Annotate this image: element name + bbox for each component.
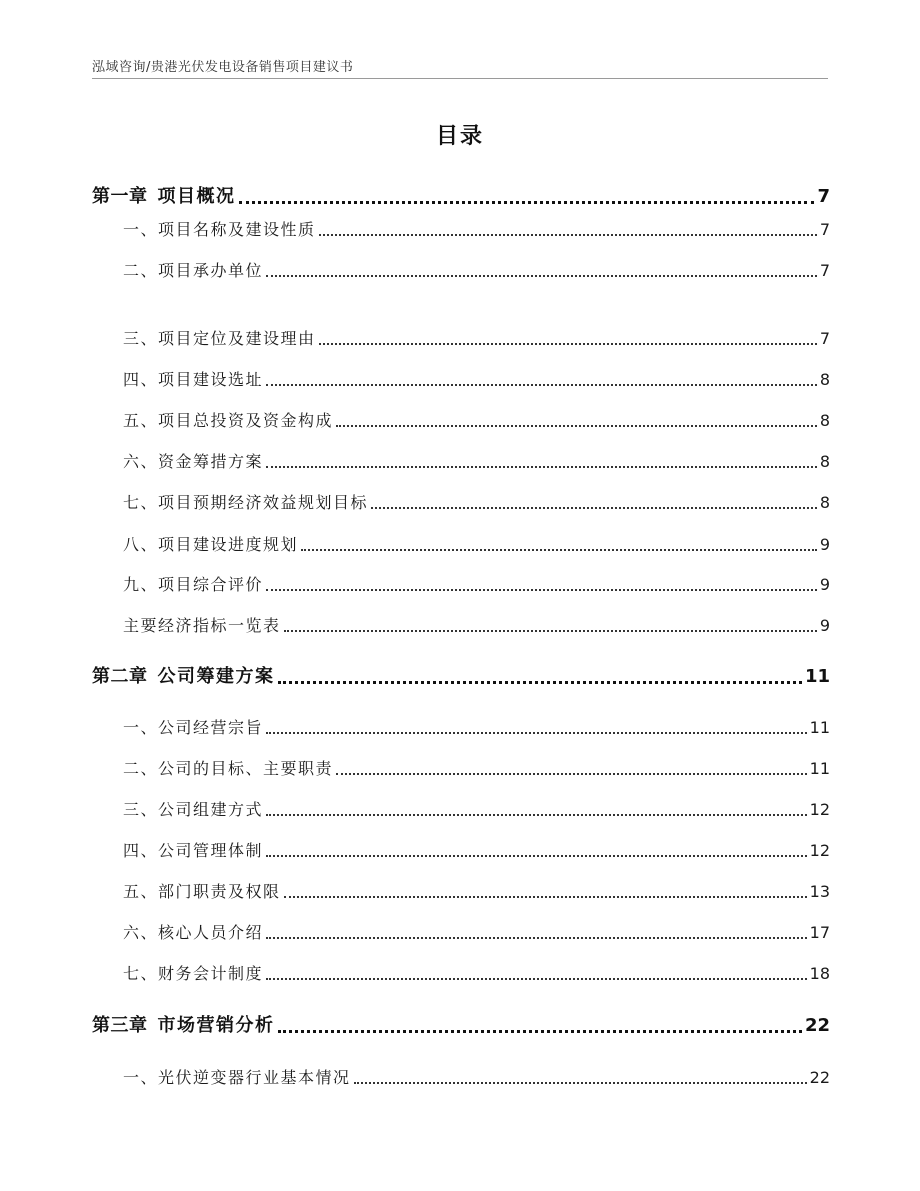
toc-page-number: 22 (809, 1068, 830, 1087)
toc-section-entry[interactable] (123, 326, 830, 352)
running-header: 泓域咨询/贵港光伏发电设备销售项目建议书 (92, 60, 354, 75)
toc-page-number: 12 (809, 800, 830, 819)
dot-leader (284, 630, 817, 632)
toc-page-number: 7 (819, 261, 830, 280)
toc-entry-number: 五、 (123, 882, 159, 901)
toc-section-entry[interactable] (123, 572, 830, 598)
toc-entry-label (123, 449, 263, 475)
toc-entry-text: 项目定位及建设理由 (158, 329, 316, 348)
toc-section-entry[interactable] (123, 258, 830, 284)
toc-section-entry[interactable] (123, 408, 830, 434)
dot-leader (336, 425, 817, 427)
toc-entry-label (123, 258, 263, 284)
toc-entry-label (92, 664, 275, 690)
toc-section-entry[interactable] (123, 217, 830, 243)
toc-entry-text: 公司筹建方案 (157, 666, 275, 687)
toc-entry-number: 五、 (123, 411, 159, 430)
toc-entry-text: 市场营销分析 (157, 1015, 275, 1036)
toc-entry-text: 项目总投资及资金构成 (158, 411, 334, 430)
toc-page-number: 22 (804, 1015, 830, 1036)
dot-leader (266, 466, 817, 468)
toc-entry-text: 项目名称及建设性质 (158, 220, 316, 239)
toc-page-number: 9 (819, 575, 830, 594)
dot-leader (354, 1082, 807, 1084)
toc-entry-label (123, 715, 263, 741)
toc-entry-label (123, 572, 263, 598)
toc-entry-label (123, 367, 263, 393)
dot-leader (336, 773, 807, 775)
toc-chapter-entry[interactable] (92, 664, 830, 690)
toc-page-number: 18 (809, 964, 830, 983)
toc-page-number: 8 (819, 411, 830, 430)
toc-entry-label (123, 879, 281, 905)
toc-entry-number: 三、 (123, 800, 159, 819)
toc-page-number: 17 (809, 923, 830, 942)
toc-entry-text: 光伏逆变器行业基本情况 (158, 1068, 351, 1087)
toc-entry-text: 项目建设进度规划 (158, 535, 299, 554)
toc-entry-label (123, 217, 316, 243)
toc-section-entry[interactable] (123, 797, 830, 823)
toc-page-number: 11 (809, 718, 830, 737)
toc-page-number: 13 (809, 882, 830, 901)
toc-section-entry[interactable] (123, 490, 830, 516)
toc-section-entry[interactable] (123, 838, 830, 864)
dot-leader (278, 1030, 802, 1033)
toc-entry-label (123, 797, 263, 823)
toc-page-number: 7 (819, 220, 830, 239)
toc-entry-number: 第三章 (92, 1015, 148, 1036)
toc-entry-number: 二、 (123, 759, 159, 778)
toc-entry-text: 项目概况 (157, 186, 236, 207)
toc-entry-text: 项目预期经济效益规划目标 (158, 493, 369, 512)
toc-section-entry[interactable] (123, 532, 830, 558)
toc-entry-number: 七、 (123, 493, 159, 512)
dot-leader (371, 507, 817, 509)
toc-page-number: 8 (819, 370, 830, 389)
dot-leader (266, 937, 807, 939)
toc-entry-label (123, 490, 368, 516)
toc-section-entry[interactable] (123, 920, 830, 946)
toc-page-number: 7 (819, 329, 830, 348)
toc-entry-label (123, 961, 263, 987)
toc-chapter-entry[interactable] (92, 1013, 830, 1039)
toc-section-entry[interactable] (123, 756, 830, 782)
toc-entry-label (92, 1013, 275, 1039)
toc-title: 目录 (435, 124, 484, 149)
toc-entry-label (123, 408, 333, 434)
toc-entry-number: 一、 (123, 718, 159, 737)
toc-entry-text: 项目综合评价 (158, 575, 264, 594)
toc-section-entry[interactable] (123, 961, 830, 987)
toc-entry-number: 一、 (123, 1068, 159, 1087)
toc-page-number: 11 (804, 666, 830, 687)
toc-entry-label (123, 838, 263, 864)
toc-entry-label (123, 1065, 351, 1091)
toc-entry-label (123, 613, 281, 639)
toc-entry-text: 项目承办单位 (158, 261, 264, 280)
dot-leader (301, 549, 817, 551)
toc-entry-text: 公司经营宗旨 (158, 718, 264, 737)
toc-chapter-entry[interactable] (92, 184, 830, 210)
toc-entry-number: 八、 (123, 535, 159, 554)
dot-leader (266, 732, 807, 734)
toc-entry-text: 资金筹措方案 (158, 452, 264, 471)
toc-page-number: 12 (809, 841, 830, 860)
toc-entry-text: 公司的目标、主要职责 (158, 759, 334, 778)
toc-entry-text: 项目建设选址 (158, 370, 264, 389)
toc-section-entry[interactable] (123, 715, 830, 741)
dot-leader (319, 343, 817, 345)
toc-entry-text: 主要经济指标一览表 (123, 616, 281, 635)
toc-entry-number: 六、 (123, 452, 159, 471)
toc-page-number: 9 (819, 616, 830, 635)
toc-page-number: 8 (819, 452, 830, 471)
dot-leader (239, 201, 815, 204)
dot-leader (266, 814, 807, 816)
toc-entry-label (123, 920, 263, 946)
dot-leader (266, 384, 817, 386)
toc-page-number: 11 (809, 759, 830, 778)
toc-entry-number: 四、 (123, 841, 159, 860)
dot-leader (266, 978, 807, 980)
dot-leader (319, 234, 817, 236)
toc-section-entry[interactable] (123, 449, 830, 475)
dot-leader (266, 855, 807, 857)
toc-page-number: 8 (819, 493, 830, 512)
dot-leader (266, 589, 817, 591)
toc-entry-number: 三、 (123, 329, 159, 348)
toc-entry-number: 七、 (123, 964, 159, 983)
toc-entry-text: 财务会计制度 (158, 964, 264, 983)
toc-entry-number: 一、 (123, 220, 159, 239)
dot-leader (278, 681, 802, 684)
toc-entry-number: 九、 (123, 575, 159, 594)
toc-entry-label (123, 326, 316, 352)
toc-section-entry[interactable] (123, 1065, 830, 1091)
toc-entry-text: 部门职责及权限 (158, 882, 281, 901)
toc-entry-label (92, 184, 236, 210)
toc-page-number: 9 (819, 535, 830, 554)
toc-section-entry[interactable] (123, 367, 830, 393)
toc-entry-label (123, 756, 333, 782)
toc-entry-number: 六、 (123, 923, 159, 942)
toc-section-entry[interactable] (123, 613, 830, 639)
toc-entry-text: 公司管理体制 (158, 841, 264, 860)
dot-leader (284, 896, 807, 898)
toc-entry-number: 四、 (123, 370, 159, 389)
toc-entry-number: 第二章 (92, 666, 148, 687)
header-rule (92, 78, 828, 79)
toc-entry-number: 第一章 (92, 186, 148, 207)
toc-entry-text: 核心人员介绍 (158, 923, 264, 942)
toc-entry-label (123, 532, 298, 558)
dot-leader (266, 275, 817, 277)
toc-section-entry[interactable] (123, 879, 830, 905)
toc-page-number: 7 (817, 186, 830, 207)
toc-entry-text: 公司组建方式 (158, 800, 264, 819)
toc-entry-number: 二、 (123, 261, 159, 280)
